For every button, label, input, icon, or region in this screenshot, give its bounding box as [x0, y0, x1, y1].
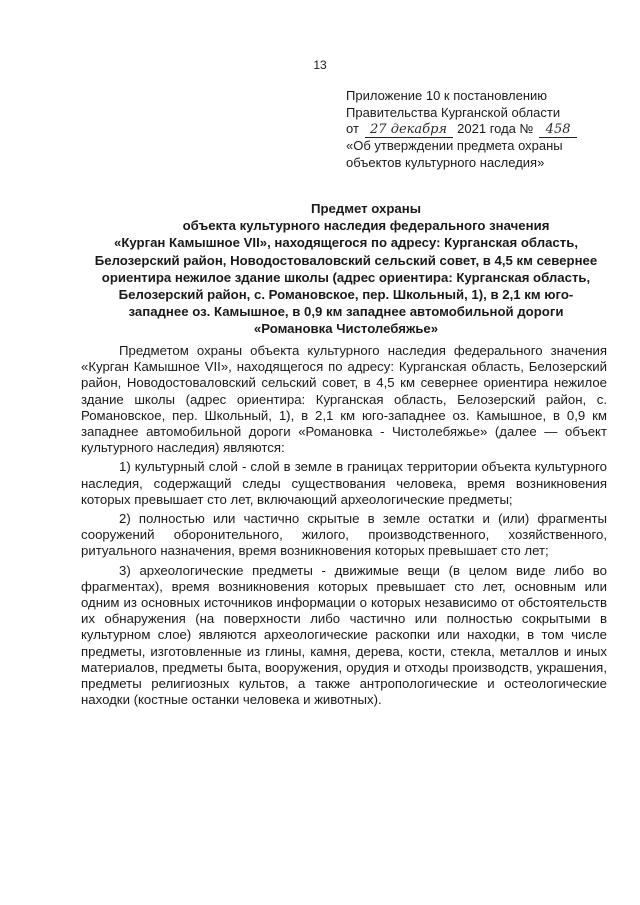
title-line-7: западнее оз. Камышное, в 0,9 км западнее автомобильной дороги	[128, 304, 564, 320]
appendix-line-4: «Об утверждении предмета охраны	[346, 138, 563, 153]
list-item-3: 3) археологические предметы - движимые вещи (в целом виде либо во фрагментах), время возникновения которых превышает сто лет, основным или одним из основных источников информации о которых независимо от обстоятельств их обнаружения (на поверхности либо частично или полностью сокрытыми в культурном слое) являются археологические раскопки или находки, в том числе предметы, изготовленные из глины, камня, дерева, кости, стекла, металлов и иных материалов, предметы быта, вооружения, орудия и отходы производств, украшения, предметы религиозных культов, а также антропологические и остеологические находки (костные останки человека и животных).	[81, 562, 607, 708]
title-line-4: Белозерский район, Новодостоваловский сельский совет, в 4,5 км севернее	[94, 252, 598, 268]
handwritten-number: 458	[539, 123, 577, 138]
title-line-2: объекта культурного наследия федерального значения	[182, 218, 550, 234]
title-line-8: «Романовка Чистолебяжье»	[253, 321, 439, 337]
title-line-1: Предмет охраны	[311, 201, 421, 216]
from-prefix: от	[346, 121, 359, 136]
title-line-3: «Курган Камышное VII», находящегося по адресу: Курганская область,	[113, 235, 578, 251]
year-text: 2021 года №	[457, 121, 534, 136]
title-line-6: Белозерский район, с. Романовское, пер. Школьный, 1), в 2,1 км юго-	[118, 287, 574, 303]
intro-paragraph: Предметом охраны объекта культурного наследия федерального значения «Курган Камышное VII», находящегося по адресу: Курганская область, Белозерский район, Новодостоваловский сельский совет, в 4,5 км севернее ориентира нежилое здание школы (адрес ориентира: Курганская область, Белозерский район, с. Романовское, пер. Школьный, 1), в 2,1 км юго-западнее оз. Камышное, в 0,9 км западнее автомобильной дороги «Романовка - Чистолебяжье» (далее — объект культурного наследия) являются:	[81, 343, 607, 456]
appendix-line-2: Правительства Курганской области	[346, 104, 561, 120]
appendix-line-1: Приложение 10 к постановлению	[346, 88, 548, 103]
title-line-5: ориентира нежилое здание школы (адрес ориентира: Курганская область,	[101, 269, 591, 285]
page-number: 13	[313, 58, 327, 72]
appendix-header	[346, 88, 616, 171]
appendix-date-line	[346, 121, 616, 138]
document-title	[76, 200, 616, 338]
document-body	[81, 343, 607, 708]
list-item-1: 1) культурный слой - слой в земле в границах территории объекта культурного наследия, содержащий следы существования человека, время возникновения которых превышает сто лет, включающий археологические предметы;	[81, 459, 607, 507]
handwritten-date: 27 декабря	[365, 123, 453, 138]
appendix-line-5: объектов культурного наследия»	[346, 154, 545, 170]
list-item-2: 2) полностью или частично скрытые в земле остатки и (или) фрагменты сооружений оборонительного, жилого, производственного, хозяйственного, ритуального назначения, время возникновения которых превышает сто лет;	[81, 511, 607, 559]
